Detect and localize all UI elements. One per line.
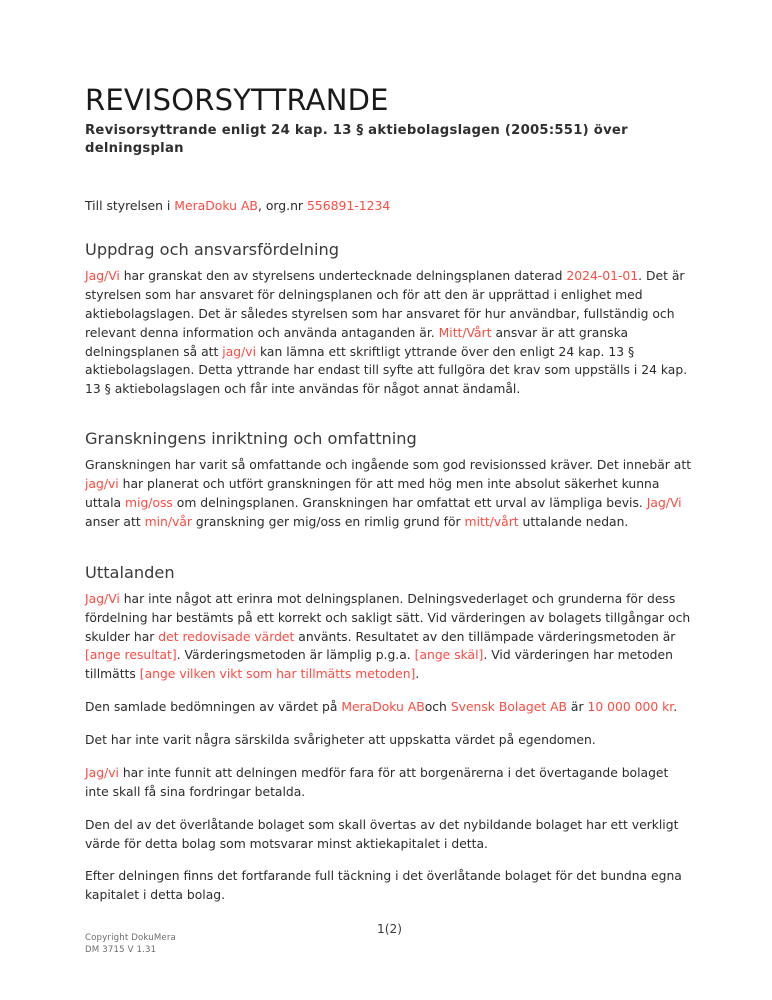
document-section [85, 428, 694, 532]
document-sections [85, 239, 694, 905]
static-text: har inte funnit att delningen medför fara för att borgenärerna i det övertagande bolaget inte skall få sina fordringar betalda. [85, 765, 669, 799]
variable-text: [ange resultat] [85, 648, 177, 663]
paragraph [85, 764, 694, 802]
paragraph [85, 456, 694, 532]
document-content [85, 83, 694, 903]
variable-text: [ange vilken vikt som har tillmätts metoden] [139, 667, 416, 682]
static-text: kan lämna ett skriftligt yttrande över den enligt 24 kap. 13 § aktiebolagslagen. Detta yttrande har endast till syfte att fullgöra det krav som uppställs i 24 kap. 13 § aktiebolagslagen och får inte användas för något annat ändamål. [85, 344, 688, 397]
addressee-company: MeraDoku AB [174, 198, 258, 213]
paragraph [85, 731, 694, 750]
document-section [85, 239, 694, 399]
paragraph [85, 698, 694, 717]
addressee-middle: , org.nr [257, 198, 307, 213]
static-text: Den del av det överlåtande bolaget som skall övertas av det nybildande bolaget har ett verkligt värde för detta bolag som motsvarar minst aktiekapitalet i detta. [85, 817, 679, 851]
static-text: anser att [85, 514, 145, 529]
addressee-line [85, 196, 694, 215]
static-text: Den samlade bedömningen av värdet på [85, 700, 342, 715]
footer-document-code: DM 3715 V 1.31 [85, 945, 157, 956]
paragraph [85, 267, 694, 399]
static-text: är [567, 700, 588, 715]
static-text: Granskningen har varit så omfattande och ingående som god revisionssed kräver. Det innebär att [85, 458, 692, 473]
variable-text: [ange skäl] [414, 648, 484, 663]
document-subtitle: Revisorsyttrande enligt 24 kap. 13 § aktiebolagslagen (2005:551) över delningsplan [85, 123, 628, 157]
page-title: REVISORSYTTRANDE [85, 83, 389, 117]
footer-meta [85, 932, 176, 956]
page-number: 1(2) [376, 922, 403, 936]
section-heading: Granskningens inriktning och omfattning [85, 429, 417, 449]
variable-text: Jag/vi [85, 765, 119, 780]
variable-text: det redovisade värdet [158, 629, 295, 644]
static-text: . [673, 700, 678, 715]
variable-text: Jag/Vi [85, 591, 120, 606]
static-text: har planerat och utfört granskningen för att med hög men inte absolut säkerhet kunna uttala [85, 477, 660, 510]
variable-text: Jag/Vi [85, 269, 120, 284]
footer-copyright: Copyright DokuMera [85, 933, 176, 943]
variable-text: 10 000 000 kr [587, 700, 674, 715]
addressee-org-number: 556891-1234 [306, 198, 391, 213]
variable-text: MeraDoku AB [341, 700, 425, 715]
variable-text: mitt/vårt [464, 514, 519, 529]
static-text: . Det är styrelsen som har ansvaret för delningsplanen och för att den är upprättad i enlighet med aktiebolagslagen. Det är således styrelsen som har ansvaret för hur användbar, fullständig och relevant denna information och använda antaganden är. [85, 269, 685, 340]
paragraph [85, 816, 694, 854]
variable-text: jag/vi [85, 477, 119, 492]
variable-text: 2024-01-01 [566, 269, 639, 284]
section-heading: Uppdrag och ansvarsfördelning [85, 240, 340, 259]
static-text: . Värderingsmetoden är lämplig p.g.a. [176, 648, 415, 663]
static-text: . Vid värderingen har metoden tillmätts [85, 648, 673, 682]
static-text: uttalande nedan. [518, 514, 629, 529]
paragraph [85, 590, 694, 684]
static-text: granskning ger mig/oss en rimlig grund för [191, 514, 465, 529]
static-text: använts. Resultatet av den tillämpade värderingsmetoden är [294, 629, 676, 644]
section-spacer [85, 532, 694, 562]
paragraph [85, 867, 694, 905]
section-heading: Uttalanden [85, 562, 175, 582]
variable-text: mig/oss [125, 496, 173, 510]
variable-text: Svensk Bolaget AB [450, 700, 567, 715]
section-spacer [85, 399, 694, 428]
static-text: Efter delningen finns det fortfarande full täckning i det överlåtande bolaget för det bundna egna kapitalet i detta bolag. [85, 869, 682, 903]
static-text: har granskat den av styrelsens undertecknade delningsplanen daterad [119, 269, 567, 284]
variable-text: jag/vi [222, 344, 257, 359]
static-text: . [415, 667, 420, 682]
static-text: om delningsplanen. Granskningen har omfattat ett urval av lämpliga bevis. [172, 496, 647, 510]
static-text: ansvar är att granska delningsplanen så att [85, 325, 629, 359]
static-text: och [424, 700, 451, 715]
variable-text: min/vår [144, 514, 192, 529]
static-text: har inte något att erinra mot delningsplanen. Delningsvederlaget och grunderna för dess fördelning har bestämts på ett korrekt och sakligt sätt. Vid värderingen av bolagets tillgångar och skulder har [85, 591, 691, 644]
variable-text: Mitt/Vårt [438, 325, 492, 340]
addressee-prefix: Till styrelsen i [85, 198, 175, 213]
static-text: Det har inte varit några särskilda svårigheter att uppskatta värdet på egendomen. [85, 733, 596, 748]
document-section [85, 562, 694, 905]
variable-text: Jag/Vi [646, 496, 682, 510]
